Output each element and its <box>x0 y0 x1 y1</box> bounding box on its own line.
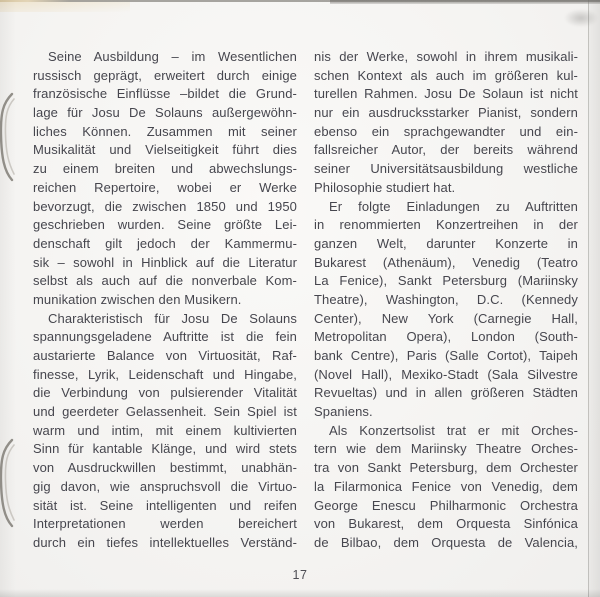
text-line: nur ein ausdrucksstarker Pianist, sondern <box>314 105 578 121</box>
text-line: denschaft gilt jedoch der Kammermu- <box>33 235 297 251</box>
text-line: geschrieben wurden. Seine größte Lei- <box>33 217 297 233</box>
text-line: ganzen Welt, darunter Konzerte in <box>314 235 578 251</box>
text-line: munikation zwischen den Musikern. <box>33 291 242 307</box>
text-line: La Fenice), Sankt Petersburg (Mariinsky <box>314 273 578 289</box>
text-line: russisch geprägt, erweitert durch einige <box>33 67 297 83</box>
text-line: Spaniens. <box>314 404 373 420</box>
scan-smudge <box>564 9 598 27</box>
text-line: Revueltas) und in allen größeren Städten <box>314 385 578 401</box>
text-line: Als Konzertsolist trat er mit Orches- <box>329 422 578 438</box>
text-line: Sinn für kantable Klänge, und wird stets <box>33 441 297 457</box>
text-line: tra von Sankt Petersburg, dem Orchester <box>314 460 578 476</box>
text-line: de Bilbao, dem Orquesta de Valencia, <box>314 534 578 550</box>
text-line: schen Kontext als auch im größeren kul- <box>314 67 578 83</box>
text-column-left <box>33 48 297 553</box>
text-line: (Novel Hall), Mexiko-Stadt (Sala Silvestre <box>314 366 578 382</box>
text-line: Bukarest (Athenäum), Venedig (Teatro <box>314 254 578 270</box>
text-line: sik – sowohl in Hinblick auf die Literatur <box>33 254 297 270</box>
page-number: 17 <box>292 568 308 582</box>
text-line: Metropolitan Opera), London (South- <box>314 329 578 345</box>
text-line: finesse, Lyrik, Leidenschaft und Hingabe, <box>33 366 297 382</box>
text-line: George Enescu Philharmonic Orchestra <box>314 497 578 513</box>
text-line: Theatre), Washington, D.C. (Kennedy <box>314 291 578 307</box>
text-line: Charakteristisch für Josu De Solauns <box>48 310 297 326</box>
text-line: durch ein tiefes intellektuelles Verständ- <box>33 534 297 550</box>
text-line: ebenso ein sprachgewandter und ein- <box>314 123 578 139</box>
scan-right-edge <box>588 0 600 597</box>
text-line: sität ist. Seine intelligenten und reifen <box>33 497 297 513</box>
staple-mark-bottom <box>0 437 16 529</box>
text-column-right <box>314 48 578 553</box>
scan-top-edge-dark <box>330 0 600 4</box>
text-line: und geerdeter Gelassenheit. Sein Spiel ist <box>33 404 297 420</box>
text-line: Musikalität und Vielseitigkeit führt dies <box>33 142 297 158</box>
text-line: von Ausdruckwillen bestimmt, unabhän- <box>33 460 297 476</box>
text-line: Interpretationen werden bereichert <box>33 516 297 532</box>
text-line: bevorzugt, die zwischen 1850 und 1950 <box>33 198 297 214</box>
text-line: bank Centre), Paris (Salle Cortot), Taipeh <box>314 348 578 363</box>
text-line: seiner Universitätsausbildung westliche <box>314 161 578 177</box>
staple-mark-top <box>0 91 16 183</box>
text-line: fallsreicher Autor, der bereits während <box>314 142 578 158</box>
text-line: in renommierten Konzertreihen in der <box>314 217 578 233</box>
text-line: die Verbindung von pulsierender Vitalität <box>33 385 297 401</box>
text-line: Philosophie studiert hat. <box>314 179 456 195</box>
text-line: französische Einflüsse –bildet die Grund- <box>33 86 297 102</box>
text-line: zu einem breiten und abwechslungs- <box>33 161 297 177</box>
text-line: Er folgte Einladungen zu Auftritten <box>329 198 578 214</box>
text-line: la Filarmonica Fenice von Venedig, dem <box>314 478 578 494</box>
text-line: liches Können. Zusammen mit seiner <box>33 123 297 139</box>
scan-bottom-edge <box>0 589 600 597</box>
text-line: reichen Repertoire, wobei er Werke <box>33 179 297 195</box>
text-line: austarierte Balance von Virtuosität, Raf- <box>33 348 297 363</box>
text-line: turellen Rahmen. Josu De Solaun ist nicht <box>314 86 578 102</box>
text-line: tern wie dem Mariinsky Theatre Orches- <box>314 441 578 457</box>
text-line: gig davon, wie anspruchsvoll die Virtuo- <box>33 478 297 494</box>
text-line: nis der Werke, sowohl in ihrem musikali- <box>314 49 578 64</box>
text-line: warm und intim, mit einem kultivierten <box>33 422 297 438</box>
text-line: Center), New York (Carnegie Hall, <box>314 310 578 326</box>
text-line: spannungsgeladene Auftritte ist die fein <box>33 329 297 345</box>
text-line: selbst als auch auf die nonverbale Kom- <box>33 273 297 289</box>
text-line: von Bukarest, dem Orquesta Sinfónica <box>314 516 578 532</box>
text-line: lage für Josu De Solauns außergewöhn- <box>33 105 297 121</box>
text-line: Seine Ausbildung – im Wesentlichen <box>48 49 297 64</box>
